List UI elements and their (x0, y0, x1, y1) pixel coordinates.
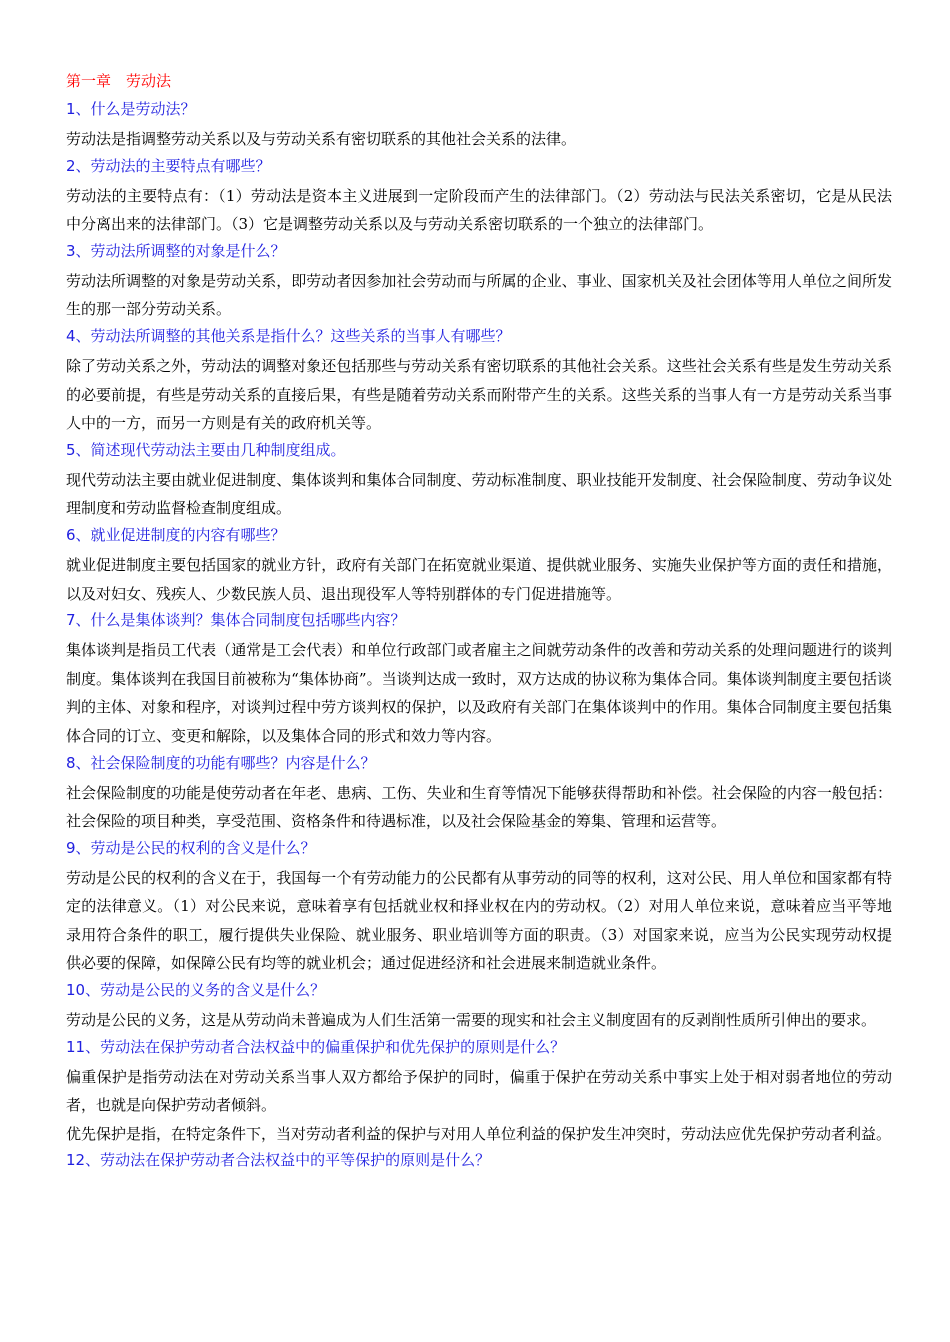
question-heading: 8、社会保险制度的功能有哪些？内容是什么？ (66, 753, 376, 772)
document-page (66, 71, 892, 1178)
question-heading: 4、劳动法所调整的其他关系是指什么？这些关系的当事人有哪些？ (66, 326, 511, 345)
answer-paragraph: 劳动法所调整的对象是劳动关系，即劳动者因参加社会劳动而与所属的企业、事业、国家机关及社会团体等用人单位之间所发生的那一部分劳动关系。 (66, 271, 892, 319)
answer-paragraph: 社会保险制度的功能是使劳动者在年老、患病、工伤、失业和生育等情况下能够获得帮助和补偿。社会保险的内容一般包括：社会保险的项目种类，享受范围、资格条件和待遇标准，以及社会保险基金的筹集、管理和运营等。 (66, 783, 892, 831)
question-heading: 12、劳动法在保护劳动者合法权益中的平等保护的原则是什么？ (66, 1151, 491, 1170)
qa-list (66, 99, 892, 1170)
question-heading: 6、就业促进制度的内容有哪些？ (66, 525, 286, 544)
answer-paragraph: 劳动是公民的权利的含义在于，我国每一个有劳动能力的公民都有从事劳动的同等的权利，这对公民、用人单位和国家都有特定的法律意义。（1）对公民来说，意味着享有包括就业权和择业权在内的劳动权。（2）对用人单位来说，意味着应当平等地录用符合条件的职工，履行提供失业保险、就业服务、职业培训等方面的职责。（3）对国家来说，应当为公民实现劳动权提供必要的保障，如保障公民有均等的就业机会；通过促进经济和社会进展来制造就业条件。 (66, 868, 892, 973)
question-heading: 9、劳动是公民的权利的含义是什么？ (66, 838, 316, 857)
answer-paragraph: 就业促进制度主要包括国家的就业方针，政府有关部门在拓宽就业渠道、提供就业服务、实施失业保护等方面的责任和措施，以及对妇女、残疾人、少数民族人员、退出现役军人等特别群体的专门促进措施等。 (66, 555, 892, 603)
answer-paragraph: 优先保护是指，在特定条件下，当对劳动者利益的保护与对用人单位利益的保护发生冲突时，劳动法应优先保护劳动者利益。 (66, 1124, 892, 1143)
question-heading: 10、劳动是公民的义务的含义是什么？ (66, 981, 326, 1000)
question-heading: 2、劳动法的主要特点有哪些？ (66, 156, 271, 175)
answer-paragraph: 偏重保护是指劳动法在对劳动关系当事人双方都给予保护的同时，偏重于保护在劳动关系中事实上处于相对弱者地位的劳动者，也就是向保护劳动者倾斜。 (66, 1067, 892, 1115)
answer-paragraph: 劳动法的主要特点有：（1）劳动法是资本主义进展到一定阶段而产生的法律部门。（2）劳动法与民法关系密切，它是从民法中分离出来的法律部门。（3）它是调整劳动关系以及与劳动关系密切联系的一个独立的法律部门。 (66, 186, 892, 234)
answer-paragraph: 集体谈判是指员工代表（通常是工会代表）和单位行政部门或者雇主之间就劳动条件的改善和劳动关系的处理问题进行的谈判制度。集体谈判在我国目前被称为“集体协商”。当谈判达成一致时，双方达成的协议称为集体合同。集体谈判制度主要包括谈判的主体、对象和程序，对谈判过程中劳方谈判权的保护，以及政府有关部门在集体谈判中的作用。集体合同制度主要包括集体合同的订立、变更和解除，以及集体合同的形式和效力等内容。 (66, 641, 892, 745)
question-heading: 1、什么是劳动法？ (66, 100, 196, 118)
question-heading: 5、简述现代劳动法主要由几种制度组成。 (66, 440, 346, 459)
answer-paragraph: 劳动是公民的义务，这是从劳动尚未普遍成为人们生活第一需要的现实和社会主义制度固有的反剥削性质所引伸出的要求。 (66, 1011, 877, 1030)
question-heading: 7、什么是集体谈判？集体合同制度包括哪些内容？ (66, 611, 406, 630)
answer-paragraph: 劳动法是指调整劳动关系以及与劳动关系有密切联系的其他社会关系的法律。 (66, 130, 577, 148)
answer-paragraph: 除了劳动关系之外，劳动法的调整对象还包括那些与劳动关系有密切联系的其他社会关系。这些社会关系有些是发生劳动关系的必要前提，有些是劳动关系的直接后果，有些是随着劳动关系而附带产生的关系。这些关系的当事人有一方是劳动关系当事人中的一方，而另一方则是有关的政府机关等。 (66, 356, 892, 433)
question-heading: 3、劳动法所调整的对象是什么？ (66, 241, 286, 260)
chapter-title: 第一章 劳动法 (66, 72, 172, 90)
answer-paragraph: 现代劳动法主要由就业促进制度、集体谈判和集体合同制度、劳动标准制度、职业技能开发制度、社会保险制度、劳动争议处理制度和劳动监督检查制度组成。 (66, 470, 892, 518)
question-heading: 11、劳动法在保护劳动者合法权益中的偏重保护和优先保护的原则是什么？ (66, 1037, 566, 1056)
